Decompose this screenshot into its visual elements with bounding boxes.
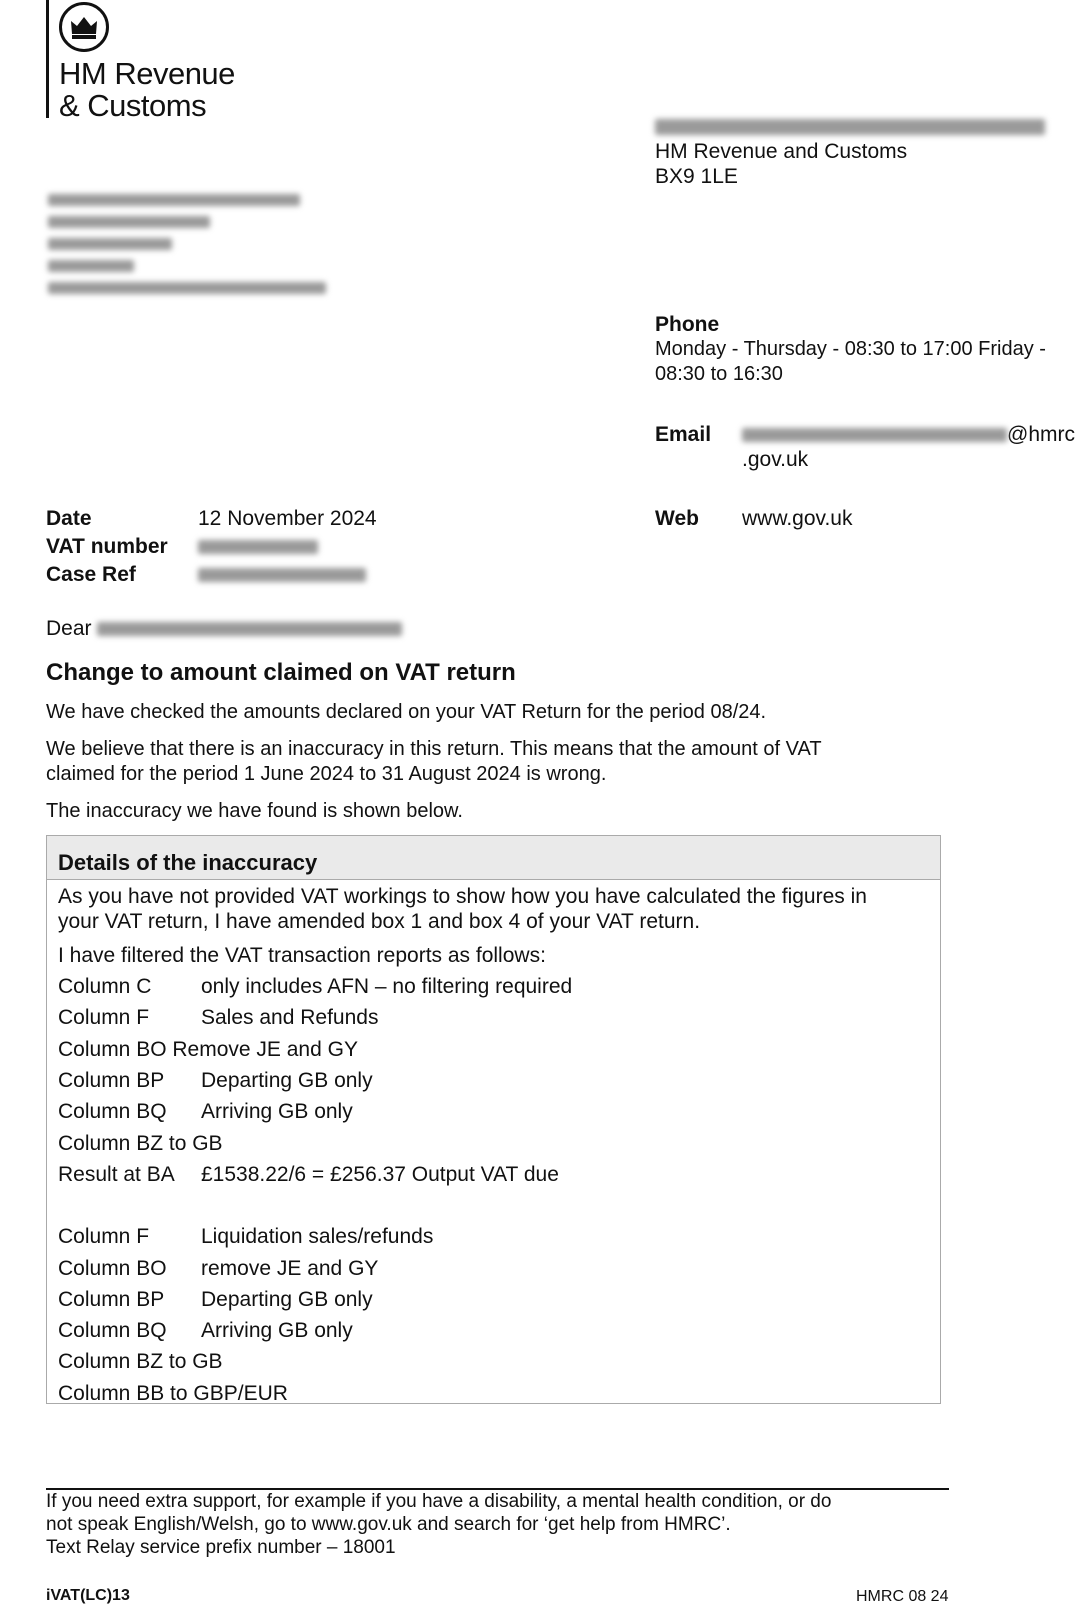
redacted-email-user [742,428,1007,442]
details-title: Details of the inaccuracy [47,836,940,880]
redacted-case-ref [198,568,366,582]
form-code: iVAT(LC)13 [46,1587,130,1604]
logo-line-1: HM Revenue [59,56,235,91]
web-value: www.gov.uk [742,507,853,530]
filter-rule: Liquidation sales/refunds [201,1225,434,1249]
contact-phone [655,312,1046,387]
filter-group-2 [58,1221,929,1409]
filter-row [58,971,929,1002]
recipient-address-redacted [48,194,326,294]
filter-rule: Sales and Refunds [201,1006,379,1030]
filter-rule: Arriving GB only [201,1319,353,1343]
filter-row [58,1034,929,1065]
phone-hours-line-2: 08:30 to 16:30 [655,363,783,385]
details-intro-line-2: your VAT return, I have amended box 1 and box 4 of your VAT return. [58,910,701,933]
letter-paragraph-2 [46,737,822,787]
filter-row [58,1346,929,1377]
filter-rule: Departing GB only [201,1069,373,1093]
footer-support-text [46,1490,831,1559]
details-intro [58,884,929,934]
filter-row [58,1284,929,1315]
crown-crest-icon [59,2,109,52]
letter-paragraph-3: The inaccuracy we have found is shown below. [46,800,463,822]
filter-column: Column BZ to GB [58,1131,223,1155]
case-ref-label: Case Ref [46,563,136,586]
sender-address [655,114,1045,189]
filter-row [58,1127,929,1158]
vat-number-label: VAT number [46,535,168,558]
redacted-recipient-name [97,622,402,636]
footer-line-2: not speak English/Welsh, go to www.gov.uk and search for ‘get help from HMRC’. [46,1514,731,1535]
filter-row [58,1002,929,1033]
filter-group-1 [58,971,929,1190]
filter-row [58,1221,929,1252]
filter-column: Column BB to GBP/EUR [58,1381,288,1405]
filter-column: Column C [58,975,152,999]
salutation-word: Dear [46,617,92,640]
web-label: Web [655,507,699,530]
letter-paragraph-2-line-2: claimed for the period 1 June 2024 to 31 August 2024 is wrong. [46,763,607,785]
form-date: HMRC 08 24 [856,1588,949,1605]
filter-column: Column BQ [58,1100,167,1124]
filter-row [58,1252,929,1283]
filter-row-result [58,1159,929,1190]
date-label: Date [46,507,92,530]
filter-rule: only includes AFN – no filtering required [201,975,573,999]
group-spacer [58,1190,929,1221]
filter-row [58,1315,929,1346]
filter-column: Column BQ [58,1319,167,1343]
email-value [742,422,1075,447]
sender-address-line-2: BX9 1LE [655,165,738,188]
sender-address-line-1: HM Revenue and Customs [655,140,908,163]
salutation [46,616,402,641]
hmrc-logo-text [59,58,235,122]
redacted-office-name [655,119,1045,135]
filter-column: Column BZ to GB [58,1350,223,1374]
date-value: 12 November 2024 [198,507,377,530]
footer-line-1: If you need extra support, for example if you have a disability, a mental health condition, or do [46,1491,832,1512]
filter-rule: Arriving GB only [201,1100,353,1124]
filter-row [58,1065,929,1096]
logo-line-2: & Customs [59,88,207,123]
filter-column: Column BP [58,1287,165,1311]
letter-heading: Change to amount claimed on VAT return [46,659,516,686]
filter-column: Column BO [58,1256,167,1280]
logo-rule [46,0,49,118]
email-domain-1: @hmrc [1007,423,1075,446]
filter-column: Column F [58,1225,150,1249]
filter-rule: remove JE and GY [201,1256,379,1280]
filter-row [58,1096,929,1127]
phone-hours-line-1: Monday - Thursday - 08:30 to 17:00 Friday - [655,338,1046,360]
filter-column: Column BO Remove JE and GY [58,1037,358,1061]
filter-column: Column BP [58,1069,165,1093]
letter-paragraph-2-line-1: We believe that there is an inaccuracy in this return. This means that the amount of VAT [46,738,822,760]
details-body [47,880,940,1413]
phone-label: Phone [655,313,720,336]
details-intro-line-1: As you have not provided VAT workings to show how you have calculated the figures in [58,885,867,908]
redacted-vat-number [198,540,318,554]
email-domain-2: .gov.uk [742,448,809,471]
filter-column: Column F [58,1006,150,1030]
letter-paragraph-1: We have checked the amounts declared on your VAT Return for the period 08/24. [46,701,767,723]
details-box [46,835,941,1404]
filter-row [58,1378,929,1409]
filter-rule: £1538.22/6 = £256.37 Output VAT due [201,1162,559,1186]
email-label: Email [655,423,712,446]
filter-rule: Departing GB only [201,1287,373,1311]
filter-line: I have filtered the VAT transaction reports as follows: [58,944,546,967]
footer-line-3: Text Relay service prefix number – 18001 [46,1537,396,1558]
filter-column: Result at BA [58,1162,175,1186]
